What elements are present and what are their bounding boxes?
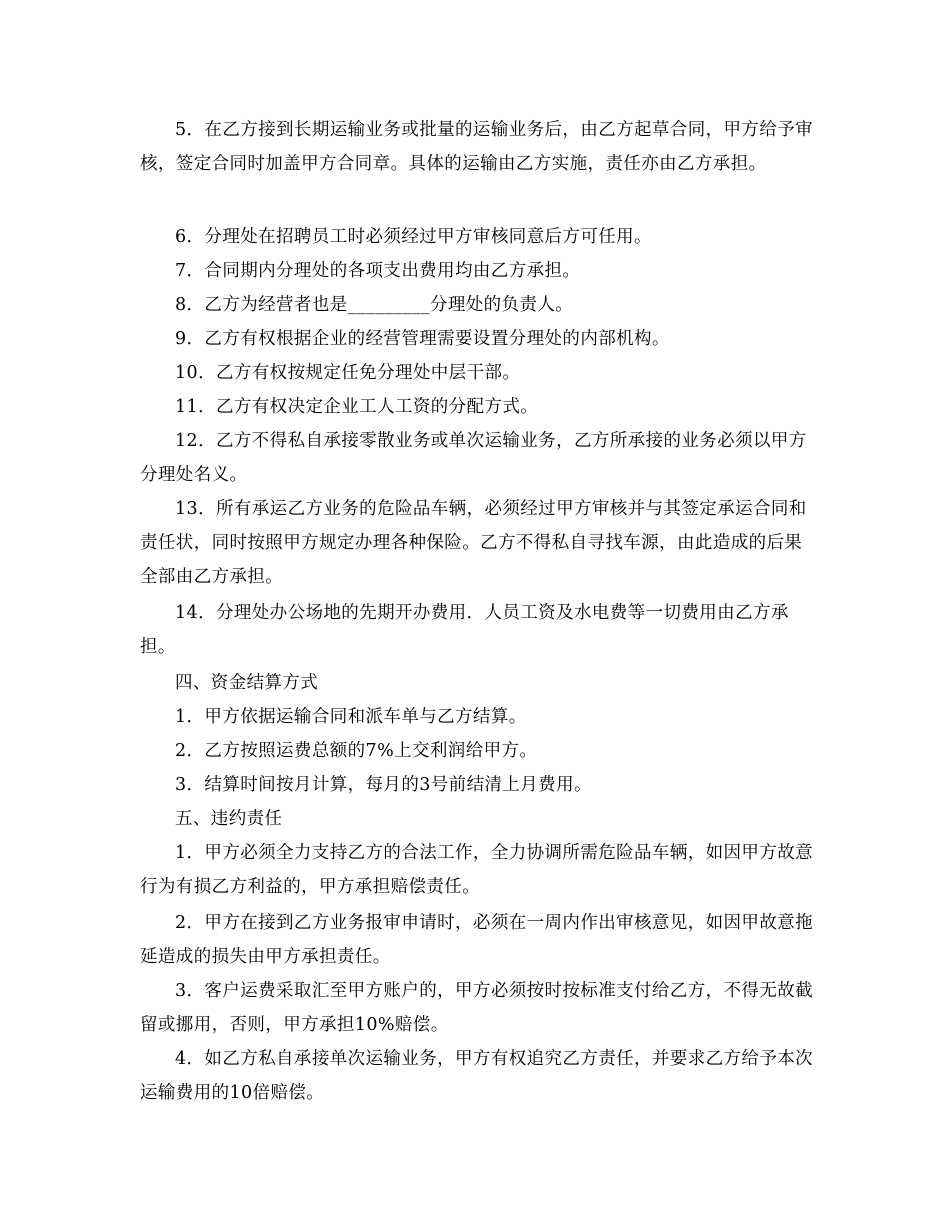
clause-8: 8．乙方为经营者也是_________分理处的负责人。 [175,295,574,315]
clause-7: 7．合同期内分理处的各项支出费用均由乙方承担。 [175,261,581,281]
section-heading-settlement: 四、资金结算方式 [175,673,319,693]
breach-item-2: 2．甲方在接到乙方业务报审申请时，必须在一周内作出审核意见，如因甲故意拖延造成的损失由甲方承担责任。 [140,913,814,967]
breach-item-1: 1．甲方必须全力支持乙方的合法工作，全力协调所需危险品车辆，如因甲方故意行为有损乙方利益的，甲方承担赔偿责任。 [140,843,814,897]
clause-10: 10．乙方有权按规定任免分理处中层干部。 [175,363,521,383]
clause-9: 9．乙方有权根据企业的经营管理需要设置分理处的内部机构。 [175,329,670,349]
section-heading-breach: 五、违约责任 [175,809,283,829]
clause-11: 11．乙方有权决定企业工人工资的分配方式。 [175,397,539,417]
settlement-item-2: 2．乙方按照运费总额的7%上交利润给甲方。 [175,741,538,761]
breach-item-4: 4．如乙方私自承接单次运输业务，甲方有权追究乙方责任，并要求乙方给予本次运输费用的10倍赔偿。 [140,1049,814,1103]
clause-12: 12．乙方不得私自承接零散业务或单次运输业务，乙方所承接的业务必须以甲方分理处名义。 [140,431,807,485]
clause-6: 6．分理处在招聘员工时必须经过甲方审核同意后方可任用。 [175,227,652,247]
settlement-item-3: 3．结算时间按月计算，每月的3号前结清上月费用。 [175,775,592,795]
clause-13: 13．所有承运乙方业务的危险品车辆，必须经过甲方审核并与其签定承运合同和责任状，同时按照甲方规定办理各种保险。乙方不得私自寻找车源，由此造成的后果全部由乙方承担。 [140,499,807,587]
settlement-item-1: 1．甲方依据运输合同和派车单与乙方结算。 [175,707,527,727]
breach-item-3: 3．客户运费采取汇至甲方账户的，甲方必须按时按标准支付给乙方，不得无故截留或挪用，否则，甲方承担10%赔偿。 [140,981,814,1035]
clause-14: 14．分理处办公场地的先期开办费用．人员工资及水电费等一切费用由乙方承担。 [140,603,789,657]
clause-5: 5．在乙方接到长期运输业务或批量的运输业务后，由乙方起草合同，甲方给予审核，签定合同时加盖甲方合同章。具体的运输由乙方实施，责任亦由乙方承担。 [140,120,814,174]
